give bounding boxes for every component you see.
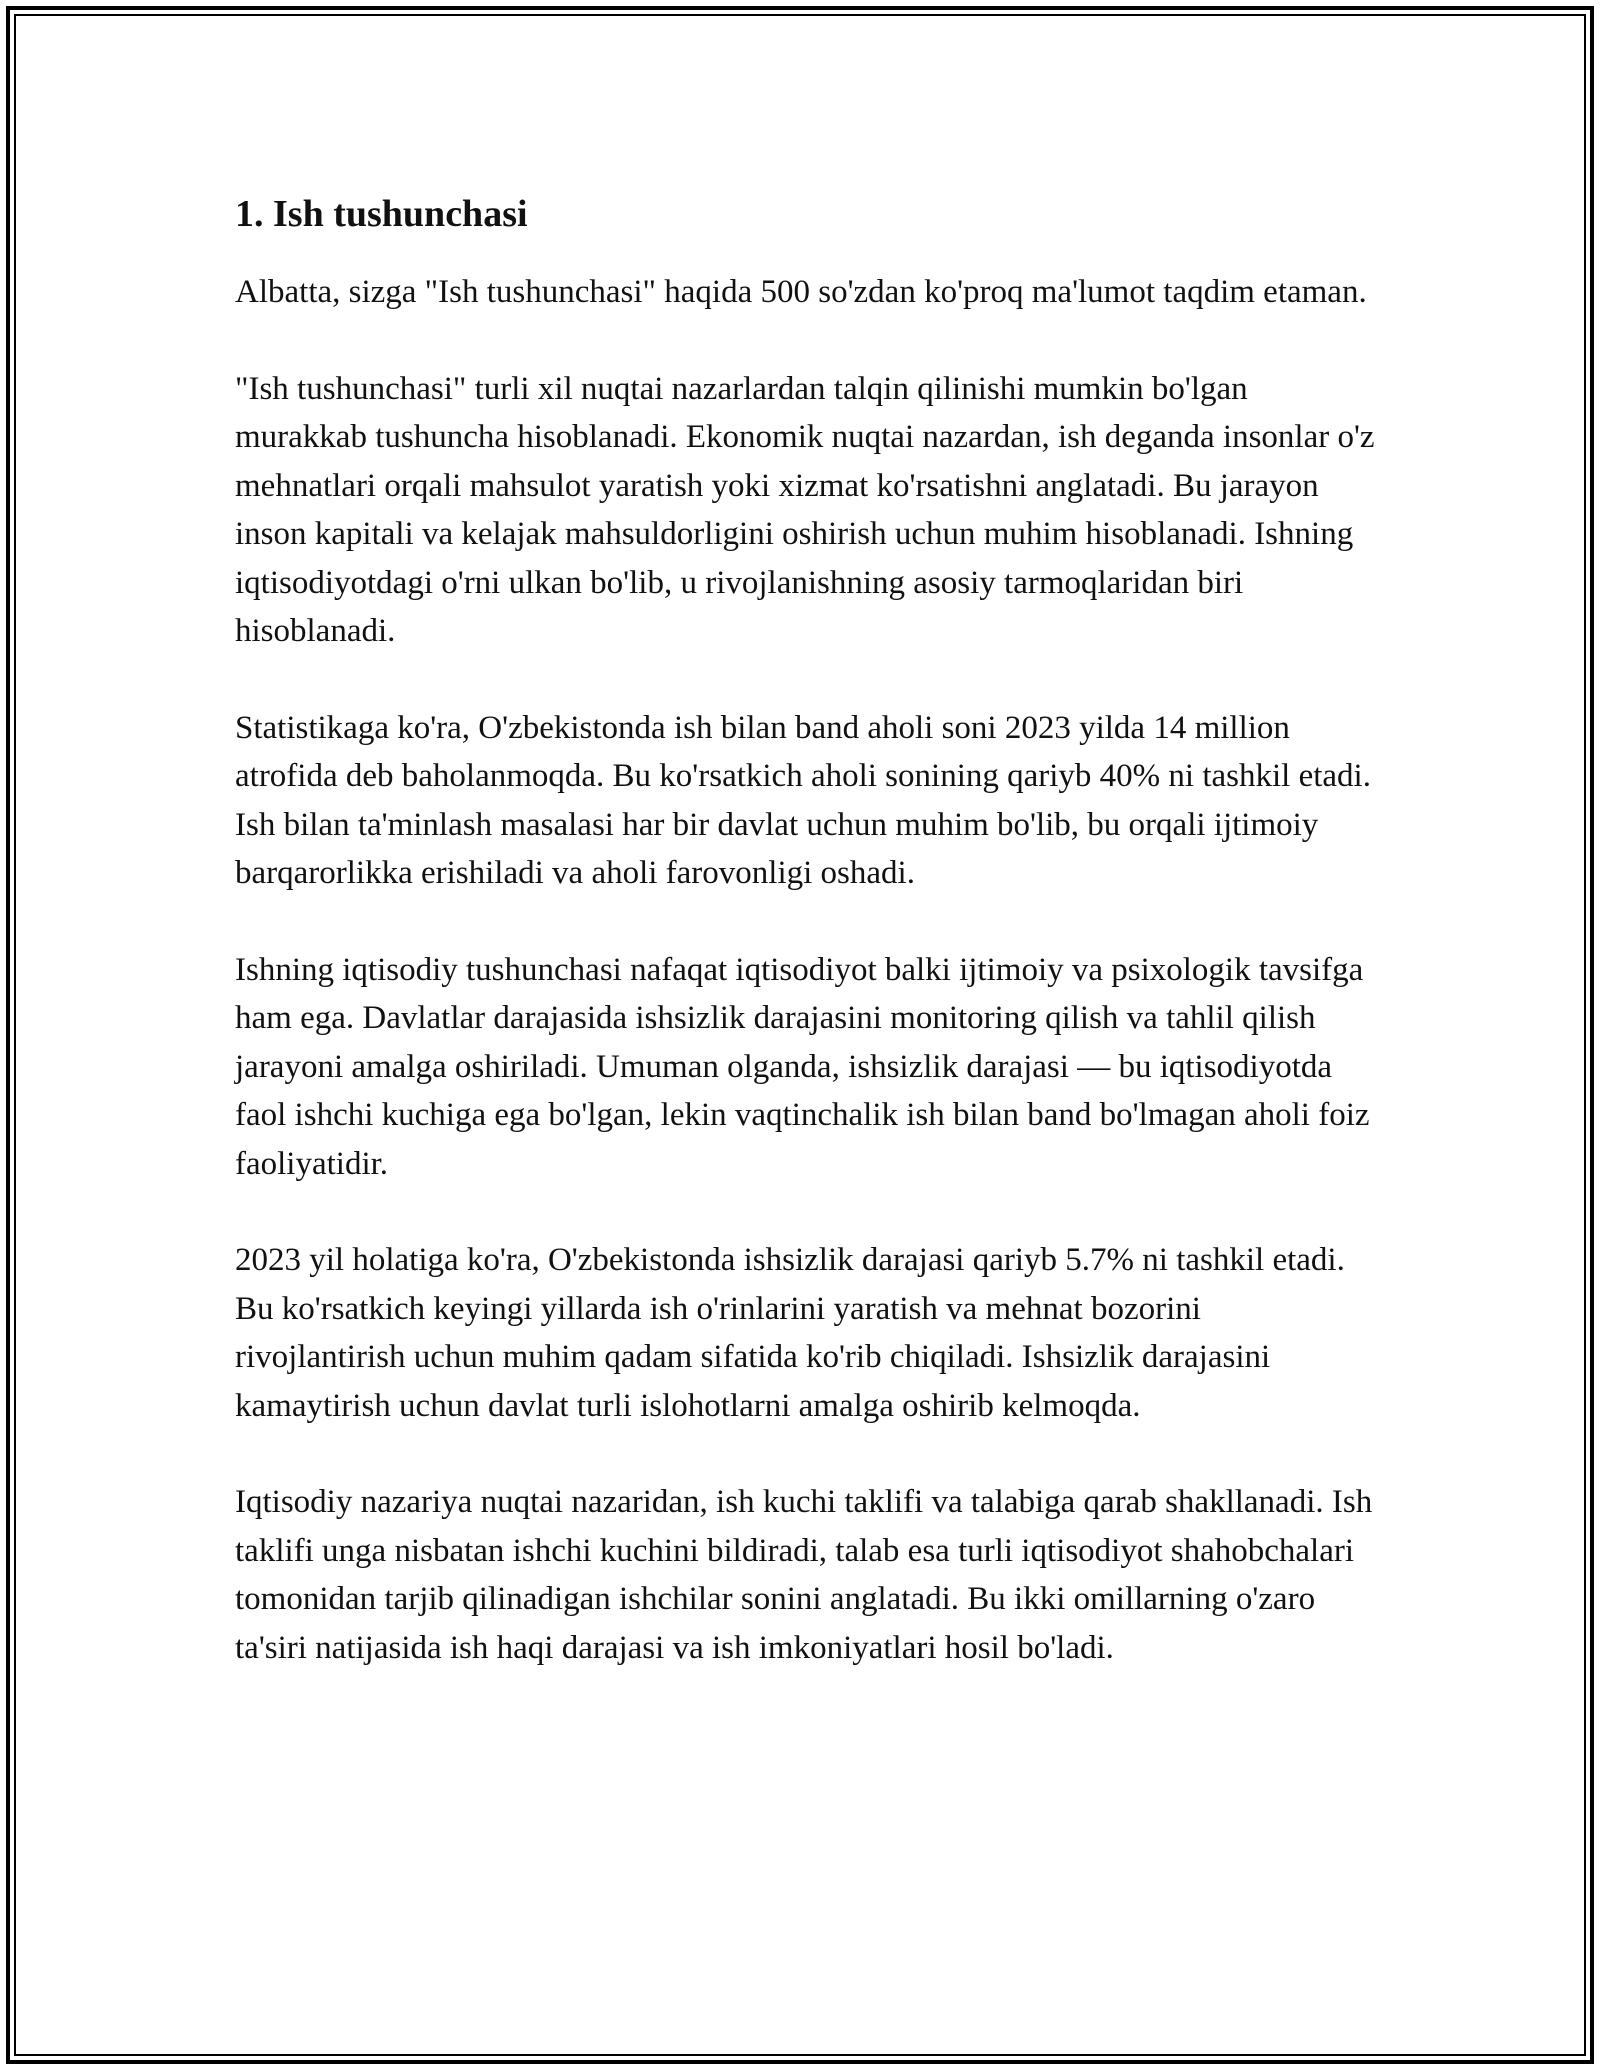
section-heading: 1. Ish tushunchasi [235, 193, 528, 235]
paragraph-theory: Iqtisodiy nazariya nuqtai nazaridan, ish kuchi taklifi va talabiga qarab shakllanadi. Ish taklifi unga nisbatan ishchi kuchini bildiradi, talab esa turli iqtisodiyot shahobchalari tomonidan tarjib qilinadigan ishchilar sonini anglatadi. Bu ikki omillarning o'zaro ta'siri natijasida ish haqi darajasi va ish imkoniyatlari hosil bo'ladi. [235, 1484, 1373, 1666]
paragraph-statistics: Statistikaga ko'ra, O'zbekistonda ish bilan band aholi soni 2023 yilda 14 million atrofida deb baholanmoqda. Bu ko'rsatkich aholi sonining qariyb 40% ni tashkil etadi. Ish bilan ta'minlash masalasi har bir davlat uchun muhim bo'lib, bu orqali ijtimoiy barqarorlikka erishiladi va aholi farovonligi oshadi. [235, 709, 1371, 891]
paragraph-unemployment-2023: 2023 yil holatiga ko'ra, O'zbekistonda ishsizlik darajasi qariyb 5.7% ni tashkil etadi. Bu ko'rsatkich keyingi yillarda ish o'rinlarini yaratish va mehnat bozorini rivojlantirish uchun muhim qadam sifatida ko'rib chiqiladi. Ishsizlik darajasini kamaytirish uchun davlat turli islohotlarni amalga oshirib kelmoqda. [235, 1242, 1345, 1424]
document-body [235, 186, 1375, 1720]
paragraph-definition: "Ish tushunchasi" turli xil nuqtai nazarlardan talqin qilinishi mumkin bo'lgan murakkab tushuncha hisoblanadi. Ekonomik nuqtai nazardan, ish deganda insonlar o'z mehnatlari orqali mahsulot yaratish yoki xizmat ko'rsatishni anglatadi. Bu jarayon inson kapitali va kelajak mahsuldorligini oshirish uchun muhim hisoblanadi. Ishning iqtisodiyotdagi o'rni ulkan bo'lib, u rivojlanishning asosiy tarmoqlaridan biri hisoblanadi. [235, 370, 1375, 649]
paragraph-intro: Albatta, sizga "Ish tushunchasi" haqida 500 so'zdan ko'proq ma'lumot taqdim etaman. [235, 274, 1367, 310]
paragraph-unemployment: Ishning iqtisodiy tushunchasi nafaqat iqtisodiyot balki ijtimoiy va psixologik tavsifga ham ega. Davlatlar darajasida ishsizlik darajasini monitoring qilish va tahlil qilish jarayoni amalga oshiriladi. Umuman olganda, ishsizlik darajasi — bu iqtisodiyotda faol ishchi kuchiga ega bo'lgan, lekin vaqtinchalik ish bilan band bo'lmagan aholi foiz faoliyatidir. [235, 951, 1370, 1182]
